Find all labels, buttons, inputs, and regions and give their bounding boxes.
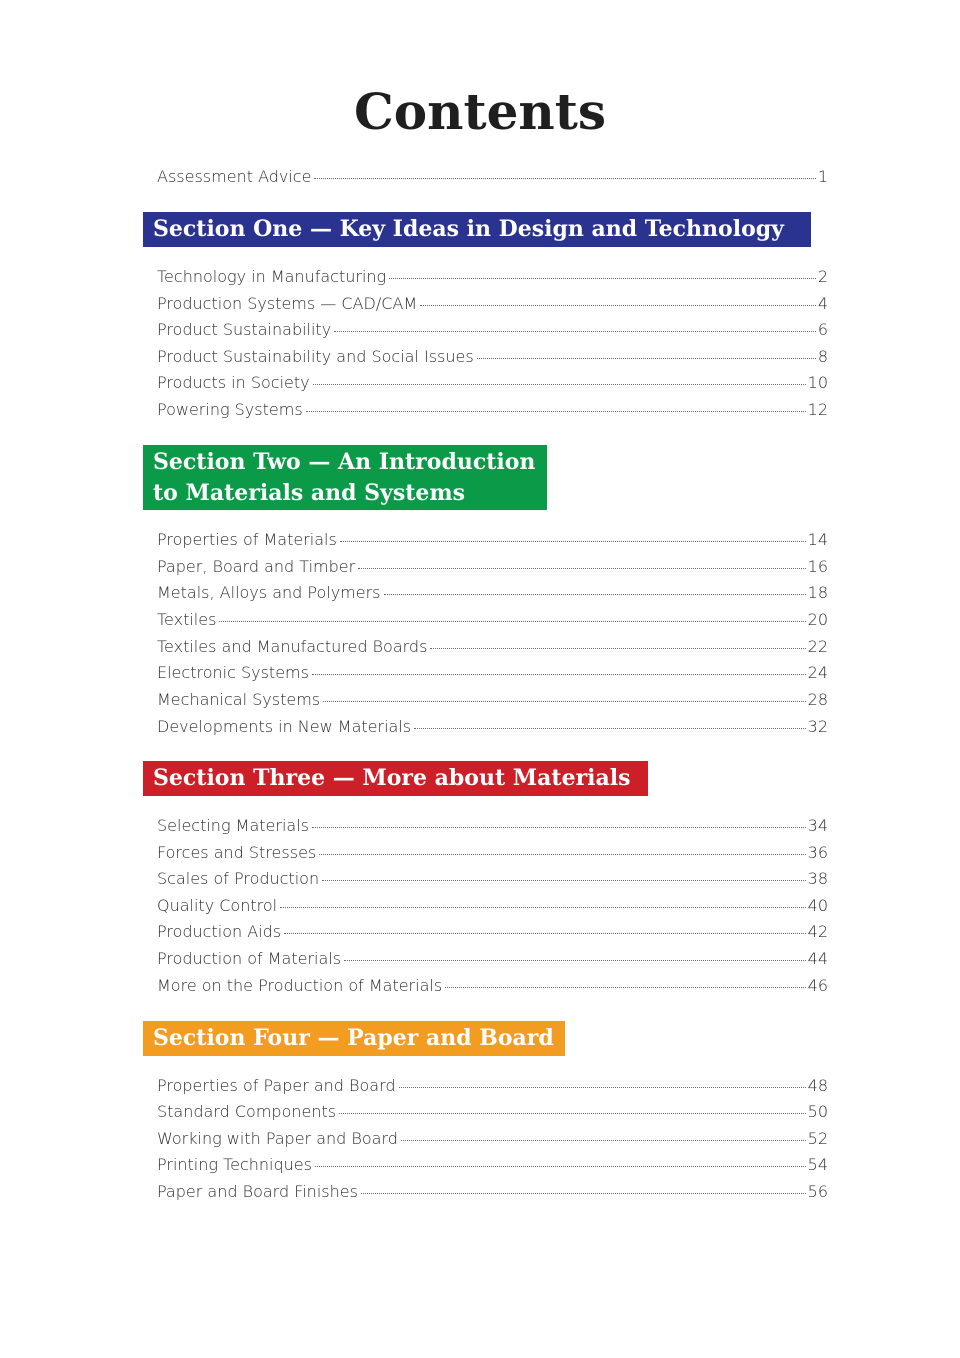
toc-entry-label: Product Sustainability and Social Issues bbox=[157, 347, 474, 366]
dot-leader bbox=[430, 648, 805, 649]
dot-leader bbox=[280, 907, 806, 908]
toc-entry[interactable] bbox=[157, 1152, 828, 1178]
dot-leader bbox=[219, 621, 805, 622]
toc-entry-page: 54 bbox=[807, 1155, 828, 1174]
dot-leader bbox=[312, 827, 806, 828]
toc-entry[interactable] bbox=[157, 687, 828, 713]
dot-leader bbox=[314, 178, 815, 179]
dot-leader bbox=[313, 384, 806, 385]
toc-entry[interactable] bbox=[157, 291, 828, 317]
section-banner-four bbox=[143, 1021, 565, 1056]
toc-entry-label: Scales of Production bbox=[157, 869, 320, 888]
toc-entry[interactable] bbox=[157, 370, 828, 396]
section-banner-two bbox=[143, 445, 547, 510]
dot-leader bbox=[315, 1166, 806, 1167]
toc-entry-page: 40 bbox=[807, 896, 828, 915]
dot-leader bbox=[344, 960, 806, 961]
toc-entry[interactable] bbox=[157, 527, 828, 553]
dot-leader bbox=[384, 594, 806, 595]
toc-entry[interactable] bbox=[157, 714, 828, 740]
toc-entry-label: Printing Techniques bbox=[157, 1155, 312, 1174]
toc-entry-page: 24 bbox=[807, 663, 828, 682]
toc-entry[interactable] bbox=[157, 164, 828, 190]
section-title-line-1: Section Two — An Introduction bbox=[153, 449, 536, 475]
toc-entry-page: 38 bbox=[807, 869, 828, 888]
toc-entry[interactable] bbox=[157, 946, 828, 972]
dot-leader bbox=[322, 880, 806, 881]
toc-entry-page: 18 bbox=[807, 583, 828, 602]
toc-entry-page: 46 bbox=[807, 976, 828, 995]
dot-leader bbox=[389, 278, 816, 279]
dot-leader bbox=[477, 358, 816, 359]
dot-leader bbox=[399, 1087, 806, 1088]
dot-leader bbox=[334, 331, 816, 332]
dot-leader bbox=[306, 411, 806, 412]
dot-leader bbox=[339, 1113, 806, 1114]
toc-entry-label: Production of Materials bbox=[157, 949, 342, 968]
section-title: Section One — Key Ideas in Design and Technology bbox=[153, 216, 784, 242]
dot-leader bbox=[445, 987, 805, 988]
toc-entry-page: 48 bbox=[807, 1076, 828, 1095]
section-title: Section Three — More about Materials bbox=[153, 765, 631, 791]
toc-entry-label: Textiles bbox=[157, 610, 217, 629]
toc-entry-label: Textiles and Manufactured Boards bbox=[157, 637, 428, 656]
toc-entry-page: 2 bbox=[817, 267, 828, 286]
toc-entry-page: 20 bbox=[807, 610, 828, 629]
dot-leader bbox=[361, 1193, 806, 1194]
toc-entry-label: Properties of Paper and Board bbox=[157, 1076, 396, 1095]
toc-entry[interactable] bbox=[157, 554, 828, 580]
toc-entry-label: Mechanical Systems bbox=[157, 690, 321, 709]
toc-entry-label: Developments in New Materials bbox=[157, 717, 412, 736]
toc-entry-page: 28 bbox=[807, 690, 828, 709]
toc-entry[interactable] bbox=[157, 1073, 828, 1099]
toc-entry-page: 42 bbox=[807, 922, 828, 941]
toc-entry-label: Product Sustainability bbox=[157, 320, 332, 339]
toc-entry-label: Production Systems — CAD/CAM bbox=[157, 294, 418, 313]
toc-entry-label: Technology in Manufacturing bbox=[157, 267, 387, 286]
toc-entry-label: Metals, Alloys and Polymers bbox=[157, 583, 381, 602]
toc-entry-label: Paper and Board Finishes bbox=[157, 1182, 358, 1201]
dot-leader bbox=[340, 541, 806, 542]
section-banner-one bbox=[143, 212, 811, 247]
toc-entry-page: 12 bbox=[807, 400, 828, 419]
toc-entry-label: Paper, Board and Timber bbox=[157, 557, 356, 576]
toc-entry-label: Quality Control bbox=[157, 896, 278, 915]
toc-entry[interactable] bbox=[157, 264, 828, 290]
dot-leader bbox=[420, 305, 816, 306]
toc-entry[interactable] bbox=[157, 1099, 828, 1125]
dot-leader bbox=[284, 933, 806, 934]
toc-entry-page: 52 bbox=[807, 1129, 828, 1148]
toc-entry-page: 22 bbox=[807, 637, 828, 656]
toc-entry[interactable] bbox=[157, 580, 828, 606]
dot-leader bbox=[319, 854, 805, 855]
toc-entry-page: 56 bbox=[807, 1182, 828, 1201]
toc-entry-label: Electronic Systems bbox=[157, 663, 309, 682]
toc-entry[interactable] bbox=[157, 607, 828, 633]
dot-leader bbox=[312, 674, 806, 675]
toc-entry[interactable] bbox=[157, 1126, 828, 1152]
toc-entry[interactable] bbox=[157, 866, 828, 892]
toc-entry-label: Assessment Advice bbox=[157, 167, 312, 186]
dot-leader bbox=[401, 1140, 806, 1141]
toc-entry-page: 32 bbox=[807, 717, 828, 736]
toc-entry[interactable] bbox=[157, 1179, 828, 1205]
toc-entry-page: 8 bbox=[817, 347, 828, 366]
toc-entry-page: 44 bbox=[807, 949, 828, 968]
toc-entry-page: 36 bbox=[807, 843, 828, 862]
toc-entry[interactable] bbox=[157, 660, 828, 686]
toc-entry-label: Properties of Materials bbox=[157, 530, 337, 549]
toc-entry-page: 16 bbox=[807, 557, 828, 576]
toc-entry-page: 50 bbox=[807, 1102, 828, 1121]
section-banner-three bbox=[143, 761, 648, 796]
toc-entry-page: 10 bbox=[807, 373, 828, 392]
toc-entry-label: Standard Components bbox=[157, 1102, 337, 1121]
toc-entry[interactable] bbox=[157, 634, 828, 660]
toc-entry-label: Powering Systems bbox=[157, 400, 303, 419]
toc-entry-page: 14 bbox=[807, 530, 828, 549]
toc-entry[interactable] bbox=[157, 317, 828, 343]
toc-entry-label: Products in Society bbox=[157, 373, 310, 392]
toc-entry-page: 6 bbox=[817, 320, 828, 339]
toc-entry[interactable] bbox=[157, 840, 828, 866]
toc-entry-label: Production Aids bbox=[157, 922, 282, 941]
dot-leader bbox=[414, 728, 806, 729]
toc-entry-page: 34 bbox=[807, 816, 828, 835]
toc-entry[interactable] bbox=[157, 973, 828, 999]
toc-entry[interactable] bbox=[157, 813, 828, 839]
toc-entry[interactable] bbox=[157, 893, 828, 919]
toc-entry-page: 4 bbox=[817, 294, 828, 313]
toc-entry-label: More on the Production of Materials bbox=[157, 976, 443, 995]
toc-entry[interactable] bbox=[157, 397, 828, 423]
section-title-line-2: to Materials and Systems bbox=[153, 480, 466, 506]
toc-entry[interactable] bbox=[157, 344, 828, 370]
toc-entry-label: Working with Paper and Board bbox=[157, 1129, 398, 1148]
dot-leader bbox=[323, 701, 806, 702]
toc-entry-label: Selecting Materials bbox=[157, 816, 309, 835]
section-title: Section Four — Paper and Board bbox=[153, 1025, 554, 1051]
page-title: Contents bbox=[353, 82, 606, 141]
dot-leader bbox=[358, 568, 805, 569]
toc-entry-label: Forces and Stresses bbox=[157, 843, 317, 862]
toc-entry-page: 1 bbox=[817, 167, 828, 186]
toc-entry[interactable] bbox=[157, 919, 828, 945]
